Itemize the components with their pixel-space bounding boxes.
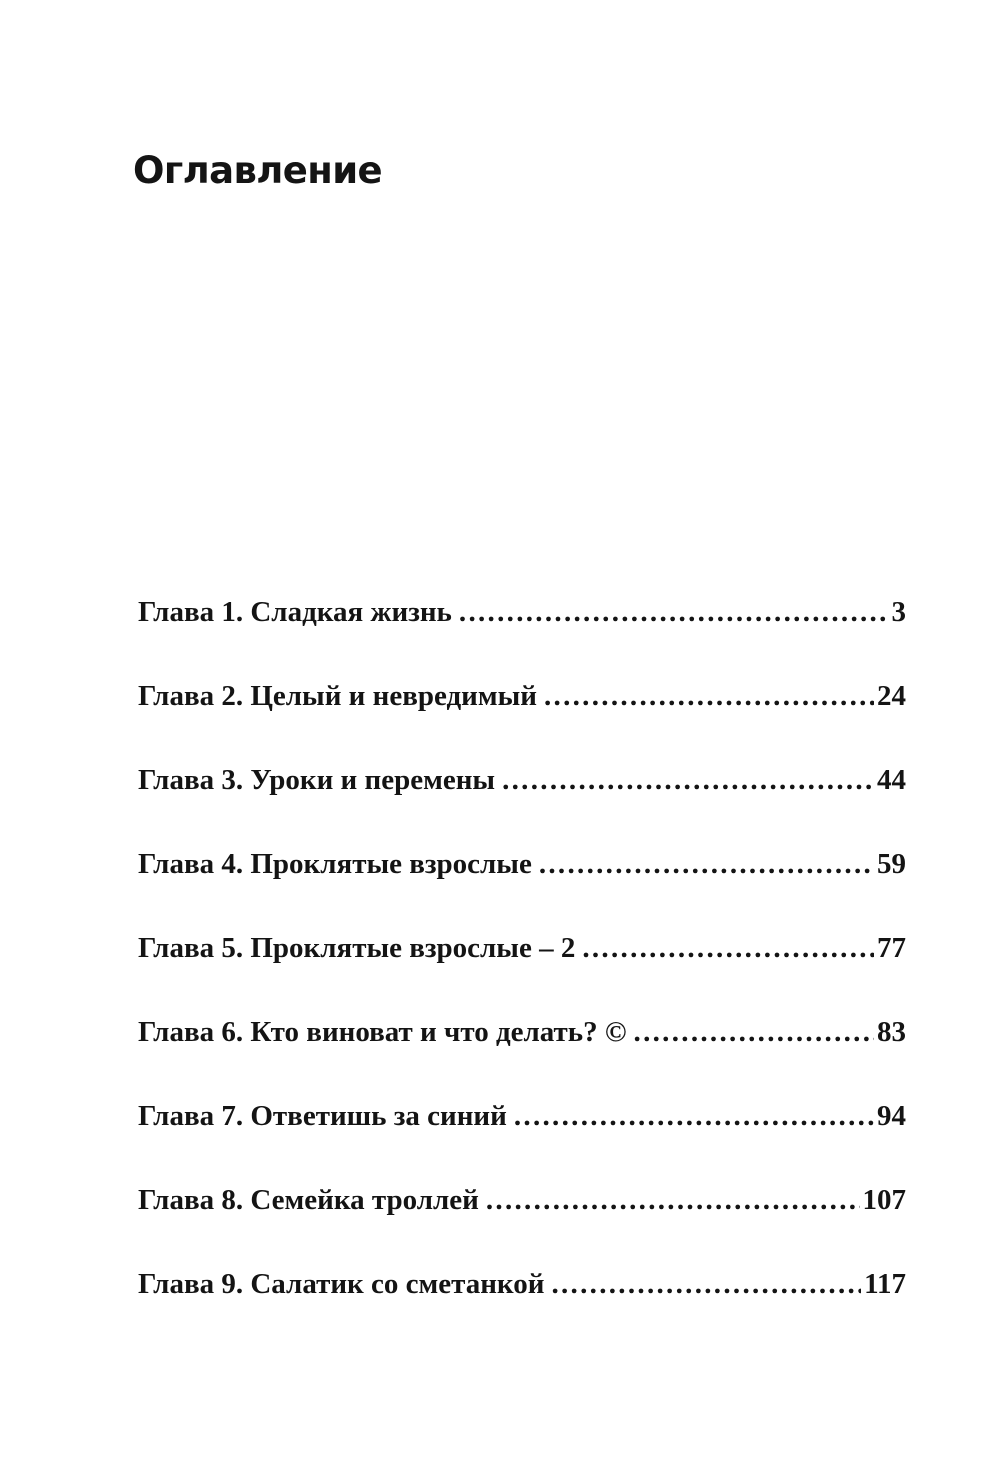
toc-entry-title: Глава 2. Целый и невредимый bbox=[138, 680, 537, 712]
toc-entry bbox=[138, 1018, 906, 1102]
toc-dot-leader bbox=[582, 934, 874, 963]
page-title: Оглавление bbox=[133, 149, 383, 192]
toc-page-number: 117 bbox=[864, 1268, 906, 1300]
toc-dot-leader bbox=[514, 1102, 874, 1131]
toc-page-number: 59 bbox=[877, 848, 906, 880]
toc-entry bbox=[138, 1270, 906, 1354]
toc-dot-leader bbox=[551, 1270, 861, 1299]
toc-entry-title: Глава 3. Уроки и перемены bbox=[138, 764, 496, 796]
toc-dot-leader bbox=[486, 1186, 860, 1215]
toc-page-number: 94 bbox=[877, 1100, 906, 1132]
toc-entry-title: Глава 4. Проклятые взрослые bbox=[138, 848, 532, 880]
toc-dot-leader bbox=[502, 766, 874, 795]
toc-entry bbox=[138, 1102, 906, 1186]
toc-entry bbox=[138, 934, 906, 1018]
toc-entry bbox=[138, 682, 906, 766]
toc-entry-title: Глава 5. Проклятые взрослые – 2 bbox=[138, 932, 576, 964]
toc-dot-leader bbox=[539, 850, 874, 879]
toc-page-number: 44 bbox=[877, 764, 906, 796]
table-of-contents bbox=[138, 598, 906, 1354]
toc-entry-title: Глава 1. Сладкая жизнь bbox=[138, 596, 452, 628]
toc-page-number: 83 bbox=[877, 1016, 906, 1048]
toc-entry bbox=[138, 598, 906, 682]
toc-entry-title: Глава 9. Салатик со сметанкой bbox=[138, 1268, 545, 1300]
toc-page-number: 107 bbox=[862, 1184, 906, 1216]
toc-page-number: 24 bbox=[877, 680, 906, 712]
toc-entry-title: Глава 6. Кто виноват и что делать? © bbox=[138, 1016, 627, 1048]
toc-dot-leader bbox=[544, 682, 874, 711]
toc-dot-leader bbox=[459, 598, 889, 627]
toc-entry-title: Глава 8. Семейка троллей bbox=[138, 1184, 479, 1216]
toc-entry-title: Глава 7. Ответишь за синий bbox=[138, 1100, 507, 1132]
toc-entry bbox=[138, 850, 906, 934]
toc-entry bbox=[138, 1186, 906, 1270]
toc-dot-leader bbox=[634, 1018, 874, 1047]
toc-entry bbox=[138, 766, 906, 850]
toc-page-number: 77 bbox=[877, 932, 906, 964]
toc-page-number: 3 bbox=[891, 596, 906, 628]
